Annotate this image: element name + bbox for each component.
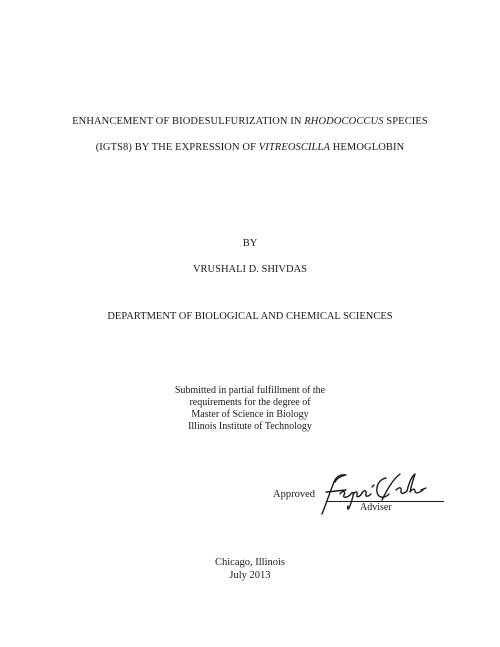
title-genus-rhodococcus: RHODOCOCCUS <box>304 116 384 127</box>
submission-line-3: Master of Science in Biology <box>191 409 309 420</box>
title-genus-vitreoscilla: VITREOSCILLA <box>258 142 330 153</box>
title-line-1-start: ENHANCEMENT OF BIODESULFURIZATION IN <box>72 116 305 127</box>
title-line-2-end: HEMOGLOBIN <box>329 142 405 153</box>
location: Chicago, Illinois <box>215 557 285 568</box>
title-line-2-start: (IGTS8) BY THE EXPRESSION OF <box>95 142 259 153</box>
title-line-1 <box>0 115 500 128</box>
approved-label: Approved <box>273 489 315 500</box>
adviser-label: Adviser <box>360 502 392 513</box>
title-line-2 <box>0 141 500 154</box>
submission-line-1: Submitted in partial fulfillment of the <box>174 385 326 396</box>
department-name: DEPARTMENT OF BIOLOGICAL AND CHEMICAL SCIENCES <box>107 311 393 322</box>
title-line-1-end: SPECIES <box>383 116 428 127</box>
author-name: VRUSHALI D. SHIVDAS <box>192 264 308 275</box>
date: July 2013 <box>229 570 271 581</box>
by-label: BY <box>242 238 258 249</box>
submission-line-4: Illinois Institute of Technology <box>188 421 312 432</box>
submission-line-2: requirements for the degree of <box>189 397 311 408</box>
